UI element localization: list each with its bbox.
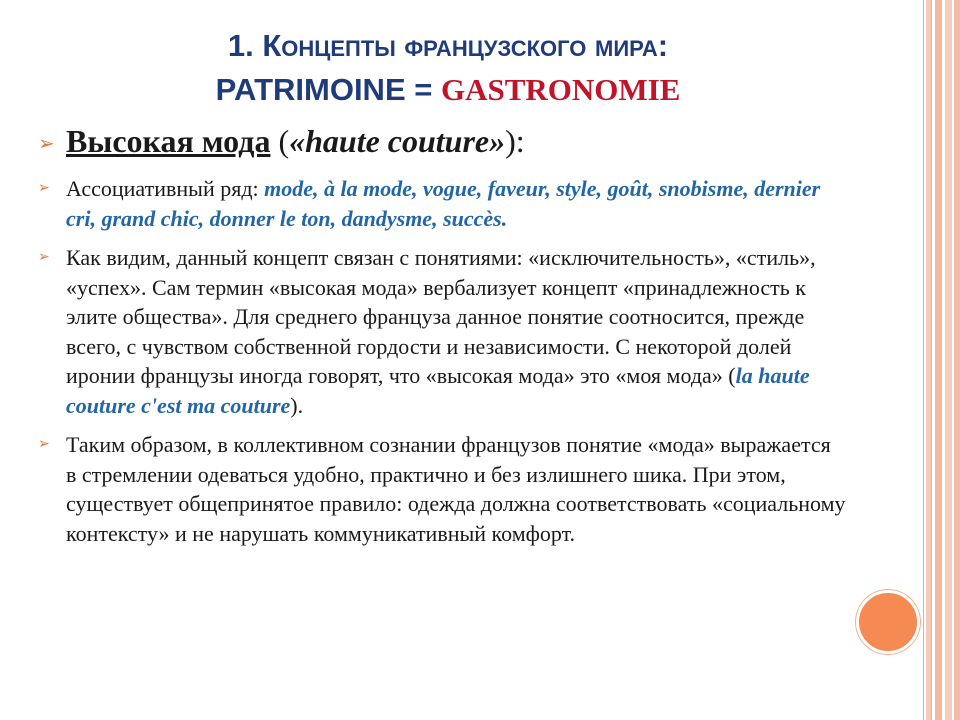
heading-item xyxy=(36,120,846,162)
paragraph-association xyxy=(36,174,846,233)
heading-close: ): xyxy=(505,123,525,159)
heading-foreign: «haute couture» xyxy=(289,123,506,159)
title-equals: = xyxy=(405,72,441,107)
para2-end: ). xyxy=(290,392,304,418)
para1-lead: Ассоциативный ряд: xyxy=(66,176,265,201)
paragraph-concept xyxy=(36,243,846,420)
slide-title xyxy=(40,24,856,112)
decorative-line xyxy=(931,0,932,720)
heading-open: ( xyxy=(270,123,290,159)
title-line-1: 1. Концепты французского мира: xyxy=(227,28,669,63)
title-line-2 xyxy=(40,68,856,112)
arrow-bullet-icon: ➢ xyxy=(38,131,55,155)
french-terms: mode, à la mode, vogue, faveur, style, goût, snobisme, dernier cri, grand chic, donner le ton, dandysme, succès. xyxy=(66,176,821,231)
arrow-bullet-icon: ➢ xyxy=(38,249,50,265)
arrow-bullet-icon: ➢ xyxy=(38,436,50,452)
arrow-bullet-icon: ➢ xyxy=(38,180,50,196)
decorative-line xyxy=(923,0,924,720)
bullet-list xyxy=(36,120,846,558)
paragraph-conclusion xyxy=(36,430,846,548)
decorative-circle xyxy=(856,590,920,654)
para3-text: Таким образом, в коллективном сознании французов понятие «мода» выражается в стремлении одеваться удобно, практично и без излишнего шика. При этом, существует общепринятое правило: одежда должна соответствовать «социальному контексту» и не нарушать коммуникативный комфорт. xyxy=(66,432,846,546)
french-quote: la haute couture c'est ma couture xyxy=(66,363,810,418)
title-patrimoine: PATRIMOINE xyxy=(215,72,406,107)
heading-main: Высокая мода xyxy=(66,123,271,159)
para2-text: Как видим, данный концепт связан с понятиями: «исключительность», «стиль», «успех». Сам термин «высокая мода» вербализует концепт «принадлежность к элите общества». Для среднего француза данное понятие соотносится, прежде всего, с чувством собственной гордости и независимости. С некоторой долей иронии французы иногда говорят, что «высокая мода» это «моя мода» ( xyxy=(66,245,816,388)
title-gastronomie: GASTRONOMIE xyxy=(440,72,681,107)
